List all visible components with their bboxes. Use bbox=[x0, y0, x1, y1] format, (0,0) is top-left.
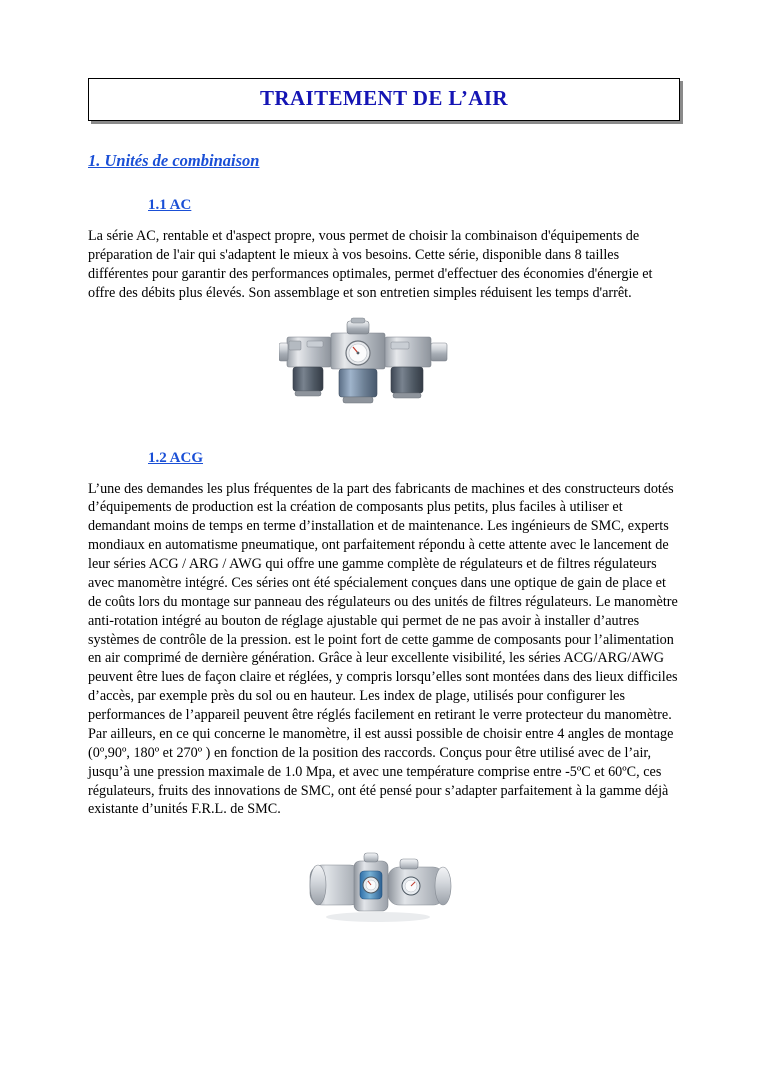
page-title: TRAITEMENT DE L’AIR bbox=[260, 86, 508, 110]
paragraph-ac: La série AC, rentable et d'aspect propre, vous permet de choisir la combinaison d'équipements de préparation de l'air qui s'adaptent le mieux à vos besoins. Cette série, disponible dans 8 tailles différentes pour garantir des performances optimales, permet d'effectuer des économies d'énergie et offre des débits plus élevés. Son assemblage et son entretien simples réduisent les temps d'arrêt. bbox=[88, 228, 653, 301]
acg-series-regulator-photo bbox=[304, 841, 464, 933]
sub-heading-1-1: 1.1 AC bbox=[148, 197, 192, 213]
paragraph-acg: L’une des demandes les plus fréquentes de la part des fabricants de machines et des constructeurs dotés d’équipements de production est la création de composants plus petits, plus faciles à utiliser et demandant moins de temps en terme d’installation et de maintenance. Les ingénieurs de SMC, experts mondiaux en automatisme pneumatique, ont parfaitement répondu à cette attente avec le lancement de leur séries ACG / ARG / AWG qui offre une gamme complète de régulateurs et de filtres régulateurs avec manomètre intégré. Ces séries ont été spécialement conçues dans une optique de gain de place et de coûts lors du montage sur panneau des régulateurs ou des unités de filtres régulateurs. Le manomètre anti-rotation intégré au bouton de réglage ajustable qui permet de ne pas avoir à installer d’autres systèmes de contrôle de la pression. est le point fort de cette gamme de composants pour l’alimentation en air comprimé de dernière génération. Grâce à leur excellente visibilité, les séries ACG/ARG/AWG peuvent être lues de façon claire et réglées, y compris lorsqu’elles sont montées dans des lieux difficiles d’accès, par exemple près du sol ou en hauteur. Les index de plage, utilisés pour configurer les performances de l’appareil peuvent être réglés facilement en retirant le verre protecteur du manomètre. Par ailleurs, en ce qui concerne le manomètre, il est aussi possible de choisir entre 4 angles de montage (0º,90º, 180º et 270º ) en fonction de la position des raccords. Conçus pour être utilisé avec de l’air, jusqu’à une pression maximale de 1.0 Mpa, et avec une température comprise entre -5ºC et 60ºC, ces régulateurs, fruits des innovations de SMC, ont été pensé pour s’adapter parfaitement à la gamme déjà existante d’unités F.R.L. de SMC. bbox=[88, 480, 678, 818]
ac-series-frl-unit-photo bbox=[279, 317, 489, 409]
figure-ac-unit bbox=[88, 317, 680, 414]
sub-heading-1-2: 1.2 ACG bbox=[148, 449, 204, 466]
page-title-banner bbox=[88, 78, 680, 121]
figure-acg-unit bbox=[88, 841, 680, 938]
document-page bbox=[0, 78, 768, 1072]
section-heading-1: 1. Unités de combinaison bbox=[88, 151, 260, 170]
